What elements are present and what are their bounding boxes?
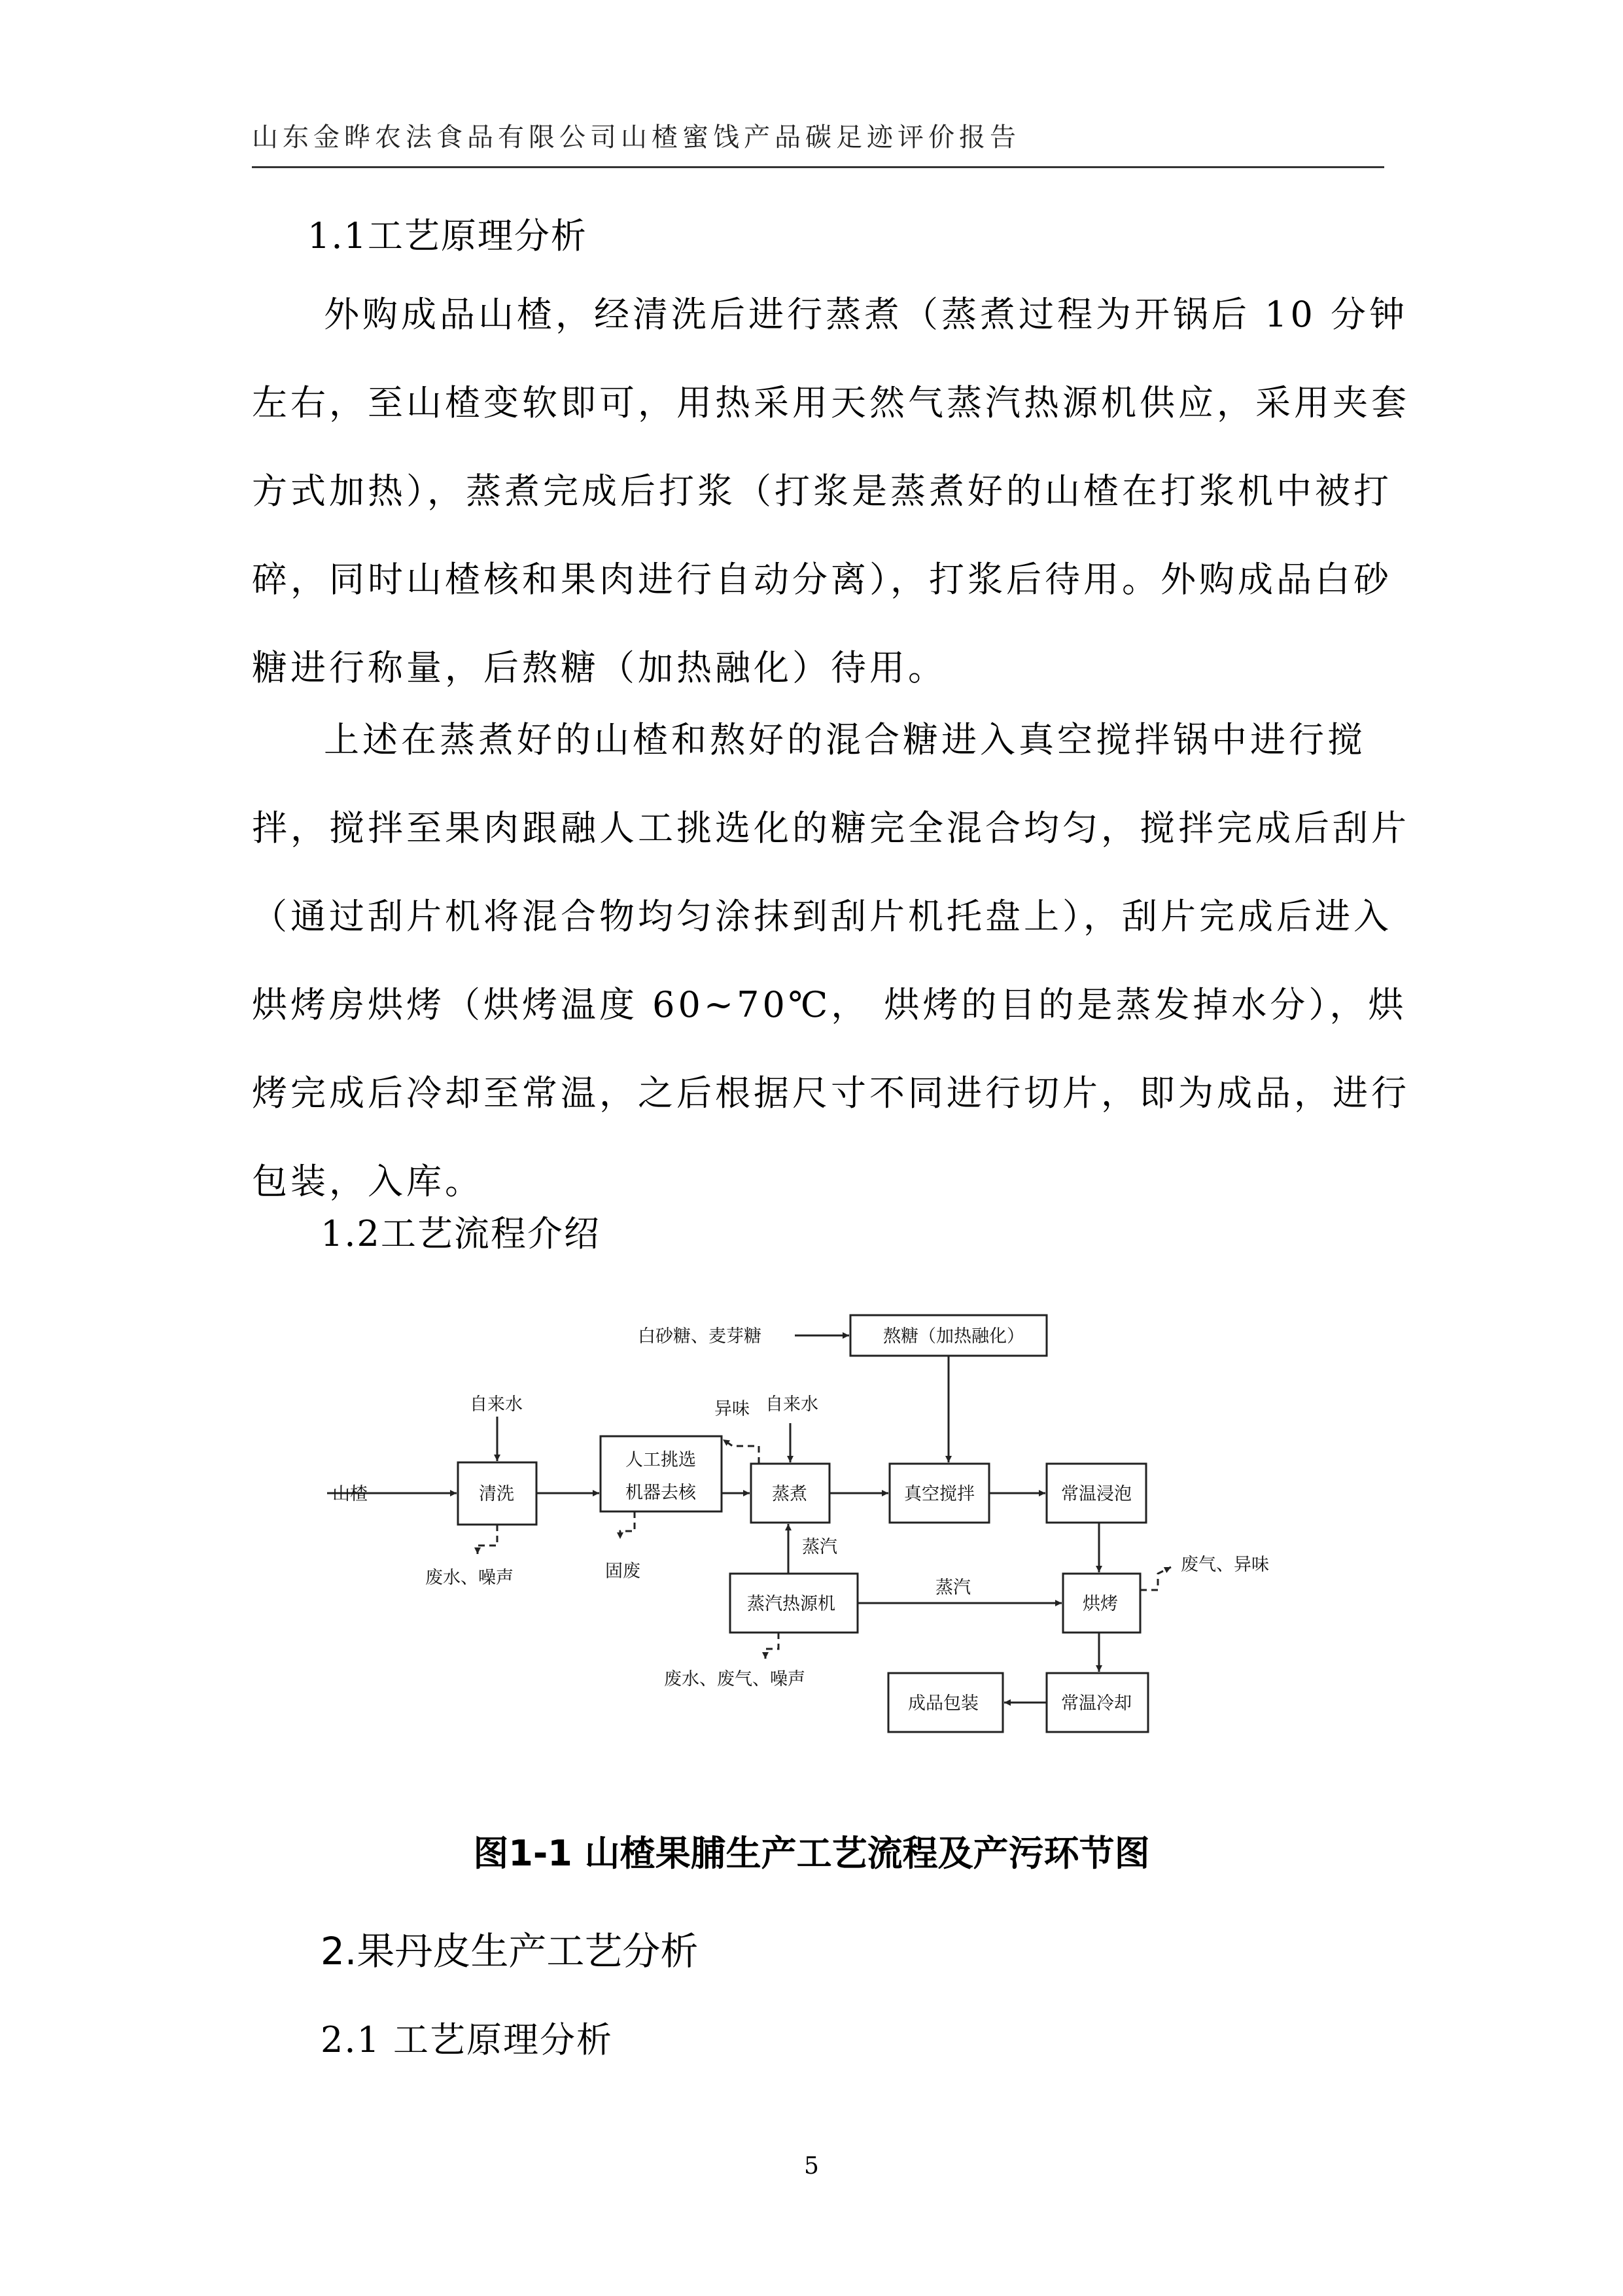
header-divider	[252, 166, 1384, 168]
section-1-1-title: 1.1工艺原理分析	[307, 215, 587, 256]
label-steam-2: 蒸汽	[935, 1578, 971, 1598]
paragraph-line: 碎，同时山楂核和果肉进行自动分离），打浆后待用。外购成品白砂	[252, 559, 1392, 600]
label-soak: 常温浸泡	[1061, 1484, 1132, 1504]
paragraph-line: 糖进行称量，后熬糖（加热融化）待用。	[252, 647, 947, 688]
process-flow-diagram	[307, 1302, 1341, 1747]
paragraph-line: 包装，入库。	[252, 1161, 483, 1202]
label-hawthorn: 山楂	[332, 1484, 368, 1504]
running-header: 山东金晔农法食品有限公司山楂蜜饯产品碳足迹评价报告	[252, 122, 1021, 152]
label-tap-water-1: 自来水	[470, 1394, 523, 1415]
label-boil-sugar: 熬糖（加热融化）	[883, 1326, 1024, 1347]
label-vacuum-mix: 真空搅拌	[904, 1484, 975, 1504]
label-tap-water-2: 自来水	[765, 1394, 818, 1415]
paragraph-line: 左右，至山楂变软即可，用热采用天然气蒸汽热源机供应，采用夹套	[252, 382, 1410, 423]
label-steam-source: 蒸汽热源机	[747, 1594, 835, 1614]
label-steam-cook: 蒸煮	[772, 1484, 807, 1504]
section-2-1-title: 2.1 工艺原理分析	[321, 2019, 614, 2060]
label-pick-line1: 人工挑选	[625, 1450, 696, 1470]
label-sugar-input: 白砂糖、麦芽糖	[638, 1326, 761, 1347]
paragraph-1	[252, 270, 1410, 712]
label-cool: 常温冷却	[1061, 1693, 1132, 1714]
paragraph-line: 上述在蒸煮好的山楂和熬好的混合糖进入真空搅拌锅中进行搅	[324, 719, 1366, 760]
paragraph-line: 方式加热），蒸煮完成后打浆（打浆是蒸煮好的山楂在打浆机中被打	[252, 470, 1392, 512]
figure-caption: 图1-1 山楂果脯生产工艺流程及产污环节图	[473, 1833, 1150, 1874]
paragraph-line: 烤完成后冷却至常温，之后根据尺寸不同进行切片，即为成品，进行	[252, 1072, 1410, 1114]
label-steam-1: 蒸汽	[802, 1537, 837, 1557]
paragraph-line: 外购成品山楂，经清洗后进行蒸煮（蒸煮过程为开锅后 10 分钟	[324, 294, 1408, 335]
label-odor-1: 异味	[714, 1399, 750, 1419]
page-number: 5	[804, 2153, 819, 2180]
label-pick-line2: 机器去核	[625, 1483, 696, 1503]
paragraph-line: 拌，搅拌至果肉跟融人工挑选化的糖完全混合均匀，搅拌完成后刮片	[252, 807, 1410, 849]
label-ww-gas-noise: 废水、废气、噪声	[664, 1669, 805, 1689]
label-solid-waste: 固废	[605, 1561, 640, 1581]
label-bake: 烘烤	[1083, 1594, 1118, 1614]
section-1-2-title: 1.2工艺流程介绍	[321, 1213, 601, 1254]
paragraph-2	[252, 696, 1410, 1226]
label-package: 成品包装	[908, 1693, 979, 1714]
label-wash: 清洗	[479, 1484, 514, 1504]
label-wastewater-noise: 废水、噪声	[425, 1568, 514, 1588]
paragraph-line: （通过刮片机将混合物均匀涂抹到刮片机托盘上），刮片完成后进入	[252, 896, 1392, 937]
label-exhaust-odor: 废气、异味	[1181, 1555, 1269, 1575]
section-2-title: 2.果丹皮生产工艺分析	[321, 1929, 699, 1973]
paragraph-line: 烘烤房烘烤（烘烤温度 60~70℃， 烘烤的目的是蒸发掉水分），烘	[252, 984, 1407, 1025]
